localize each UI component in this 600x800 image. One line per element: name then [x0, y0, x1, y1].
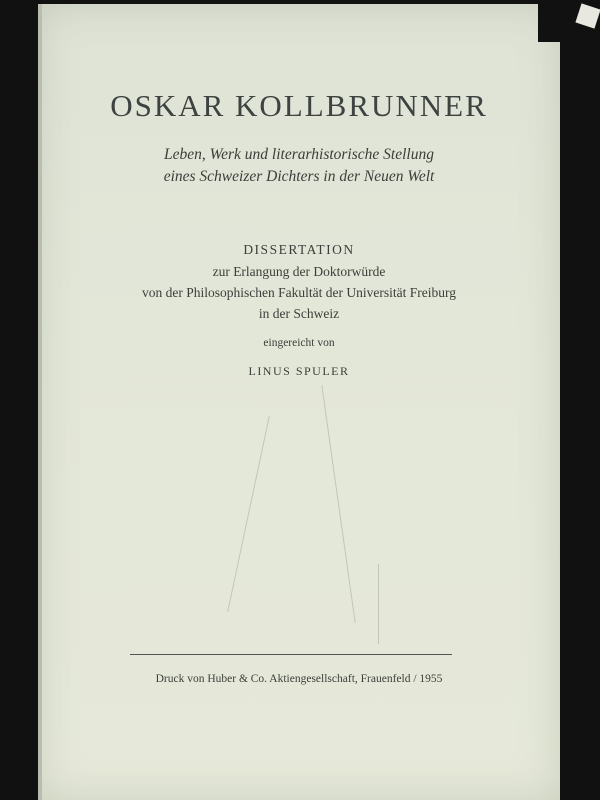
- purpose-line-3: in der Schweiz: [258, 306, 340, 321]
- paper-scratch: [321, 385, 355, 623]
- dissertation-label: DISSERTATION: [243, 242, 355, 257]
- purpose-line-1: zur Erlangung der Doktorwürde: [212, 264, 386, 279]
- paper-scratch: [378, 564, 379, 644]
- printer-imprint: Druck von Huber & Co. Aktiengesellschaft, Frauenfeld / 1955: [155, 673, 443, 685]
- book-cover: [38, 4, 560, 800]
- book-title: OSKAR KOLLBRUNNER: [110, 88, 488, 123]
- divider-rule: [130, 654, 452, 655]
- subtitle-line-2: eines Schweizer Dichters in der Neuen Welt: [163, 168, 435, 185]
- submitted-by: eingereicht von: [263, 337, 335, 349]
- paper-scratch: [227, 416, 270, 612]
- subtitle-line-1: Leben, Werk und literarhistorische Stellung: [164, 146, 434, 163]
- author-name: LINUS SPULER: [248, 364, 350, 378]
- purpose-line-2: von der Philosophischen Fakultät der Universität Freiburg: [142, 285, 456, 300]
- cover-edge: [38, 4, 42, 800]
